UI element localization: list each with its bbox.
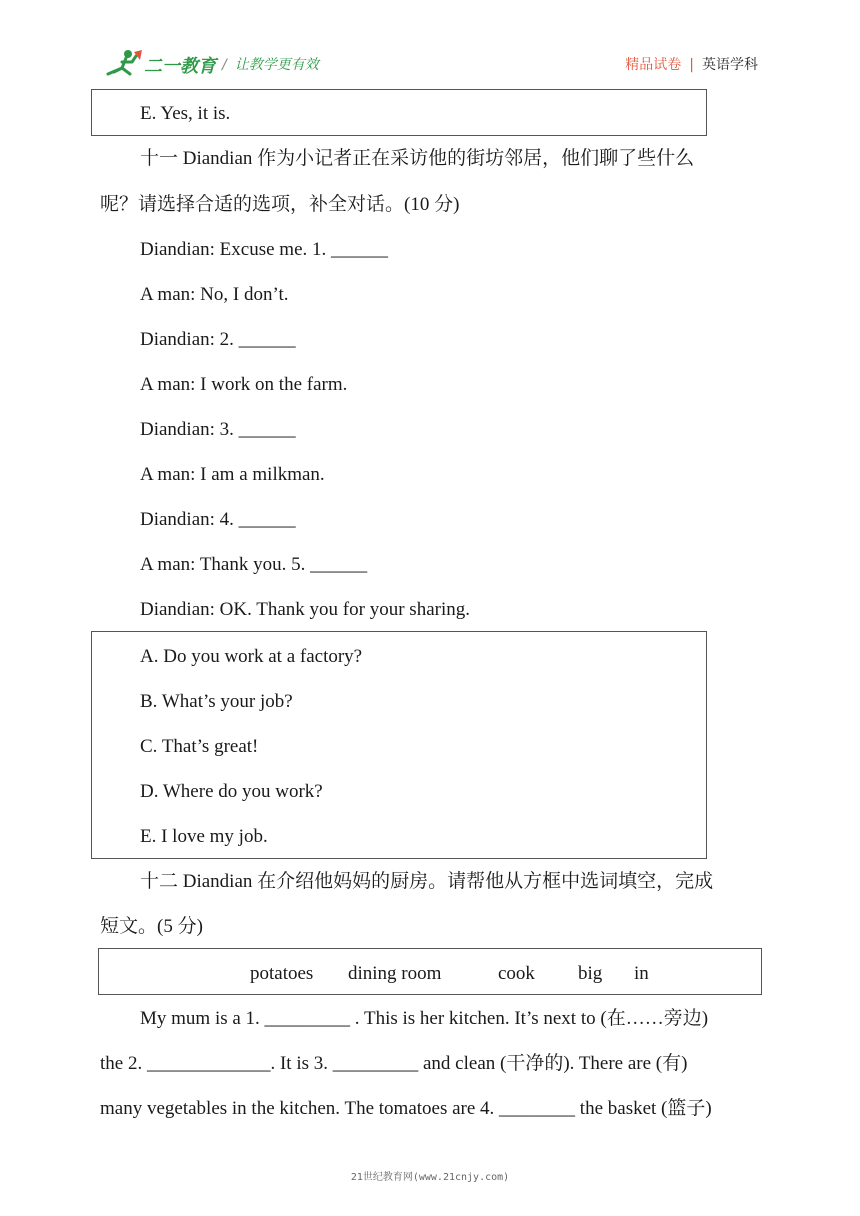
passage-line: the 2. _____________. It is 3. _________ and clean (干净的). There are (有)	[100, 1053, 688, 1074]
word-bank-item: big	[578, 963, 603, 984]
slogan	[222, 54, 319, 74]
dialogue-line: Diandian: Excuse me. 1. ______	[140, 239, 389, 260]
dialogue-line: A man: I am a milkman.	[140, 464, 325, 485]
passage-line: My mum is a 1. _________ . This is her kitchen. It’s next to (在……旁边)	[140, 1008, 709, 1029]
section-11-title-line2: 呢？请选择合适的选项，补全对话。(10 分)	[100, 194, 460, 215]
word-bank-item: dining room	[348, 963, 442, 984]
dialogue-line: A man: Thank you. 5. ______	[140, 554, 368, 575]
section-11-title-line1: 十一 Diandian 作为小记者正在采访他的街坊邻居，他们聊了些什么	[140, 148, 695, 169]
option-a: A. Do you work at a factory?	[140, 646, 363, 667]
slogan-separator: /	[222, 57, 227, 73]
dialogue-line: A man: No, I don’t.	[140, 284, 289, 305]
slogan-text: 让教学更有效	[234, 57, 319, 73]
brand-subject: 英语学科	[702, 57, 758, 73]
logo-text: 二一教育	[144, 56, 216, 77]
previous-options-box	[91, 89, 707, 136]
dialogue-line: Diandian: 4. ______	[140, 509, 296, 530]
dialogue-line: Diandian: 3. ______	[140, 419, 296, 440]
dialogue-line: Diandian: OK. Thank you for your sharing.	[140, 599, 470, 620]
option-d: D. Where do you work?	[140, 781, 323, 802]
passage-line: many vegetables in the kitchen. The tomatoes are 4. ________ the basket (篮子)	[100, 1098, 712, 1119]
runner-logo-icon	[104, 48, 224, 80]
section-12-title-line2: 短文。(5 分)	[100, 916, 203, 937]
brand-separator: |	[689, 57, 694, 73]
page-header	[100, 46, 760, 82]
option-c: C. That’s great!	[140, 736, 259, 757]
option-e-prev: E. Yes, it is.	[140, 103, 231, 124]
brand-label	[625, 54, 758, 74]
section-12-title-line1: 十二 Diandian 在介绍他妈妈的厨房。请帮他从方框中选词填空，完成	[140, 871, 714, 892]
word-bank-item: cook	[498, 963, 535, 984]
page-footer: 21世纪教育网(www.21cnjy.com)	[350, 1172, 510, 1183]
option-b: B. What’s your job?	[140, 691, 293, 712]
dialogue-line: A man: I work on the farm.	[140, 374, 348, 395]
site-logo	[104, 48, 224, 80]
brand-series: 精品试卷	[625, 57, 682, 73]
options-box	[91, 631, 707, 859]
dialogue-line: Diandian: 2. ______	[140, 329, 296, 350]
word-bank-item: in	[634, 963, 649, 984]
word-bank-item: potatoes	[250, 963, 314, 984]
option-e: E. I love my job.	[140, 826, 268, 847]
